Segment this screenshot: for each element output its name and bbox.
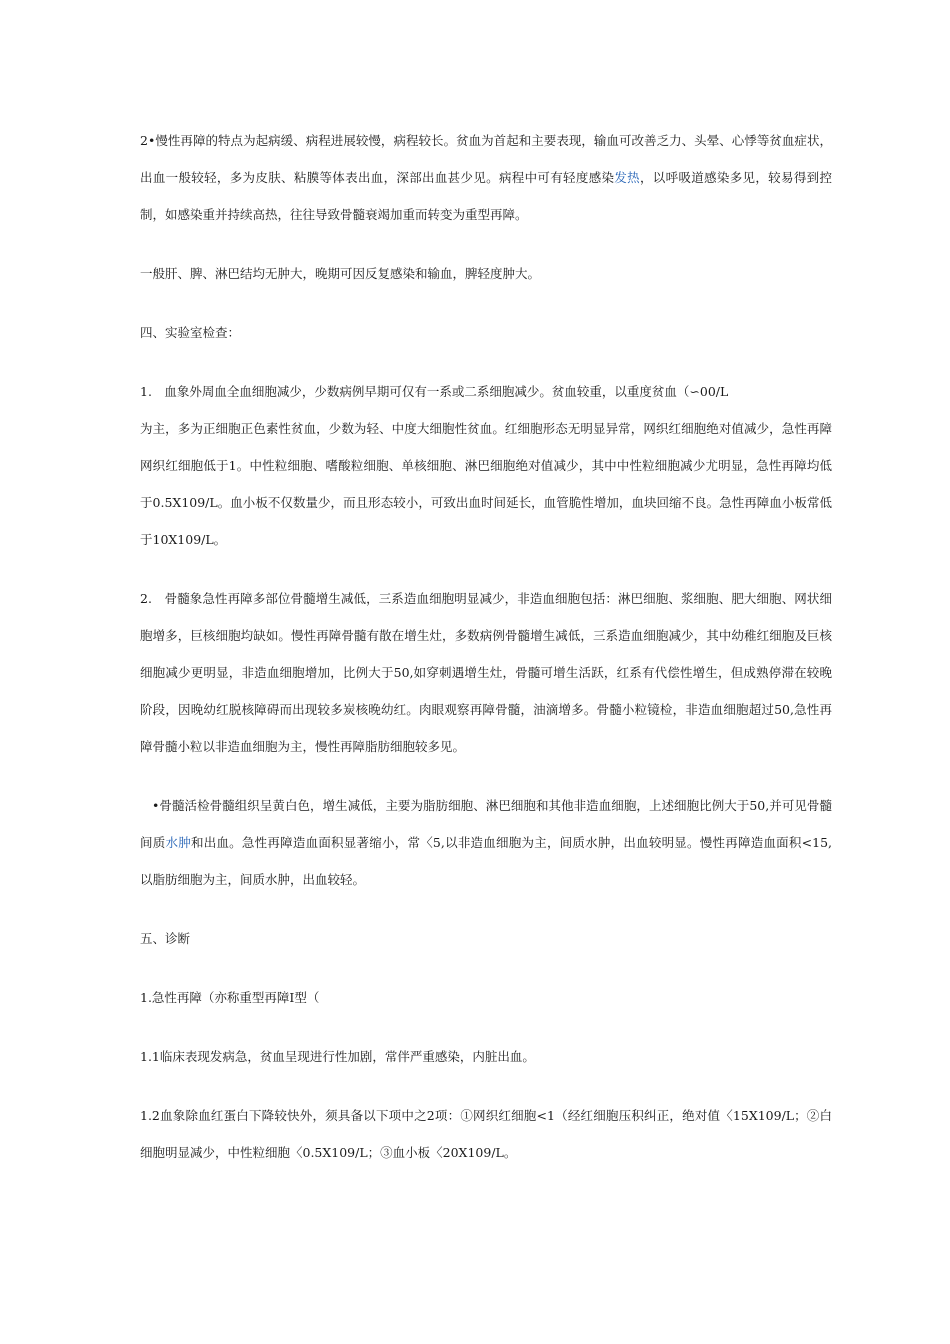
spacer (140, 957, 832, 979)
paragraph-text: 2•慢性再障的特点为起病缓、病程进展较慢，病程较长。贫血为首起和主要表现，输血可改善乏力、头晕、心悸等贫血症状，出血一般较轻，多为皮肤、粘膜等体表出血，深部出血甚少见。病程中可有轻度感染 (140, 133, 832, 185)
link-fever[interactable]: 发热 (614, 170, 640, 185)
link-edema[interactable]: 水肿 (165, 835, 191, 850)
paragraph-bone-marrow: 2. 骨髓象急性再障多部位骨髓增生减低，三系造血细胞明显减少，非造血细胞包括：淋巴细胞、浆细胞、肥大细胞、网状细胞增多，巨核细胞均缺如。慢性再障骨髓有散在增生灶，多数病例骨髓增生减低，三系造血细胞减少，其中幼稚红细胞及巨核细胞减少更明显，非造血细胞增加，比例大于50,如穿刺遇增生灶，骨髓可增生活跃，红系有代偿性增生，但成熟停滞在较晚阶段，因晚幼红脱核障碍而出现较多炭核晚幼红。肉眼观察再障骨髓，油滴增多。骨髓小粒镜检，非造血细胞超过50,急性再障骨髓小粒以非造血细胞为主，慢性再障脂肪细胞较多见。 (140, 591, 832, 754)
paragraph-chronic-features (140, 122, 832, 233)
spacer (140, 765, 832, 787)
paragraph-marrow-biopsy (140, 787, 832, 898)
paragraph-text: ，以呼吸道感染多见，较易得到控制，如感染重并持续高热，往往导致骨髓衰竭加重而转变为重型再障。 (140, 170, 832, 222)
paragraph-blood-picture: 为主，多为正细胞正色素性贫血，少数为轻、中度大细胞性贫血。红细胞形态无明显异常，网织红细胞绝对值减少，急性再障网织红细胞低于1。中性粒细胞、嗜酸粒细胞、单核细胞、淋巴细胞绝对值减少，其中中性粒细胞减少尤明显，急性再障均低于0.5X109/L。血小板不仅数量少，而且形态较小，可致出血时间延长，血管脆性增加，血块回缩不良。急性再障血小板常低于10X109/L。 (140, 421, 832, 547)
paragraph-text: •骨髓活检骨髓组织呈黄白色，增生减低，主要为脂肪细胞、淋巴细胞和其他非造血细胞，上述细胞比例大于50,并可见骨髓间质 (140, 798, 832, 850)
spacer (140, 292, 832, 314)
spacer (140, 351, 832, 373)
diagnosis-item-acute: 1.急性再障（亦称重型再障Ⅰ型（ (140, 990, 320, 1005)
spacer (140, 558, 832, 580)
spacer (140, 233, 832, 255)
paragraph-organs: 一般肝、脾、淋巴结均无肿大，晚期可因反复感染和输血，脾轻度肿大。 (140, 266, 541, 281)
paragraph-text: 和出血。急性再障造血面积显著缩小，常〈5,以非造血细胞为主，间质水肿，出血较明显。慢性再障造血面积<15,以脂肪细胞为主，间质水肿，出血较轻。 (140, 835, 832, 887)
spacer (140, 1016, 832, 1038)
diagnosis-item-blood: 1.2血象除血红蛋白下降较快外，须具备以下项中之2项：①网织红细胞<1（经红细胞压积纠正，绝对值〈15X109/L；②白细胞明显减少，中性粒细胞〈0.5X109/L；③血小板〈20X109/L。 (140, 1108, 832, 1160)
section-heading-diagnosis: 五、诊断 (140, 931, 191, 946)
document-body (140, 122, 832, 1171)
paragraph-blood-line1: 1. 血象外周血全血细胞减少，少数病例早期可仅有一系或二系细胞减少。贫血较重，以重度贫血（∽00/L (140, 384, 729, 399)
spacer (140, 898, 832, 920)
diagnosis-item-clinical: 1.1临床表现发病急，贫血呈现进行性加剧，常伴严重感染，内脏出血。 (140, 1049, 535, 1064)
section-heading-lab-tests: 四、实验室检查： (140, 325, 241, 340)
spacer (140, 1075, 832, 1097)
